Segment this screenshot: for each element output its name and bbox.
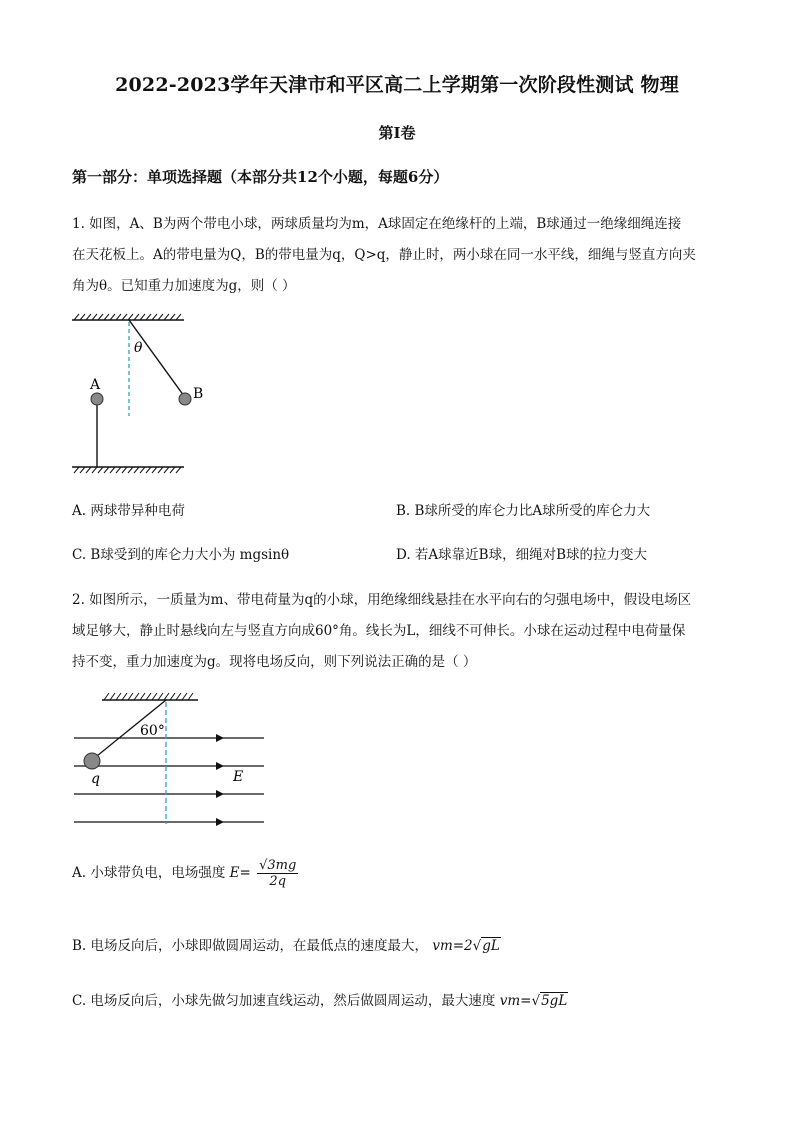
q2-line-3: 持不变，重力加速度为g。现将电场反向，则下列说法正确的是（ ） — [72, 654, 477, 670]
q1-option-b[interactable]: B. B球所受的库仑力比A球所受的库仑力大 — [396, 503, 651, 519]
q2-line-2: 域足够大，静止时悬线向左与竖直方向成60°角。线长为L，细线不可伸长。小球在运动过程中电荷量保 — [72, 623, 686, 639]
q2-option-c-lhs: vm= — [499, 993, 532, 1009]
q2-option-b-text: B. 电场反向后，小球即做圆周运动，在最低点的速度最大， — [72, 938, 429, 954]
field-arrow-3 — [216, 790, 224, 798]
q2-option-a[interactable] — [72, 858, 298, 889]
ball-b-label: B — [193, 386, 204, 402]
angle-label: θ — [134, 340, 143, 356]
q1-line-1: 1. 如图，A、B为两个带电小球，两球质量均为m，A球固定在绝缘杆的上端，B球通过一绝缘细绳连接 — [72, 216, 682, 232]
q2-line-1: 2. 如图所示，一质量为m、带电荷量为q的小球，用绝缘细线悬挂在水平向右的匀强电场中，假设电场区 — [72, 592, 692, 608]
q2-option-a-lhs: E= — [229, 865, 251, 881]
ceiling-hatch — [104, 693, 193, 700]
field-arrow-4 — [216, 818, 224, 826]
radical-sign: √ — [472, 938, 482, 954]
q2-option-b[interactable] — [72, 934, 501, 954]
ball-a — [91, 393, 103, 405]
q2-option-c-text: C. 电场反向后，小球先做匀加速直线运动，然后做圆周运动，最大速度 — [72, 993, 496, 1009]
q1-line-2: 在天花板上。A的带电量为Q，B的带电量为q，Q>q，静止时，两小球在同一水平线，细绳与竖直方向夹 — [72, 247, 696, 263]
q1-figure — [60, 306, 210, 482]
ball-b — [179, 393, 191, 405]
part-heading: 第一部分：单项选择题（本部分共12个小题，每题6分） — [72, 168, 449, 186]
ceiling-hatch — [74, 314, 181, 320]
q1-option-d[interactable]: D. 若A球靠近B球，细绳对B球的拉力变大 — [396, 547, 648, 563]
radical-sign: √ — [531, 993, 541, 1009]
q2-option-c-radicand: 5gL — [541, 993, 568, 1009]
q2-option-a-numerator: √3mg — [259, 858, 297, 873]
exam-title: 2022-2023学年天津市和平区高二上学期第一次阶段性测试 物理 — [115, 74, 679, 96]
field-arrow-1 — [216, 734, 224, 742]
field-arrow-2 — [216, 762, 224, 770]
angle-label: 60° — [140, 723, 165, 739]
volume-heading: 第I卷 — [378, 124, 416, 142]
q2-option-b-radicand: gL — [482, 938, 500, 954]
q2-option-c[interactable] — [72, 989, 568, 1009]
q2-option-a-text: A. 小球带负电，电场强度 — [72, 865, 226, 881]
q2-figure — [66, 682, 276, 830]
string-line — [129, 320, 184, 396]
ball-a-label: A — [90, 377, 101, 393]
q2-option-a-denominator: 2q — [269, 874, 287, 889]
q1-option-c[interactable]: C. B球受到的库仑力大小为 mgsinθ — [72, 547, 290, 563]
q1-option-a[interactable]: A. 两球带异种电荷 — [72, 503, 185, 519]
floor-hatch — [74, 467, 181, 473]
charge-label: q — [91, 771, 100, 787]
q2-option-b-lhs: vm=2 — [432, 938, 473, 954]
charged-ball — [84, 753, 100, 769]
q2-option-a-fraction — [257, 858, 298, 889]
field-label: E — [233, 769, 244, 785]
q1-line-3: 角为θ。已知重力加速度为g，则（ ） — [72, 278, 296, 294]
